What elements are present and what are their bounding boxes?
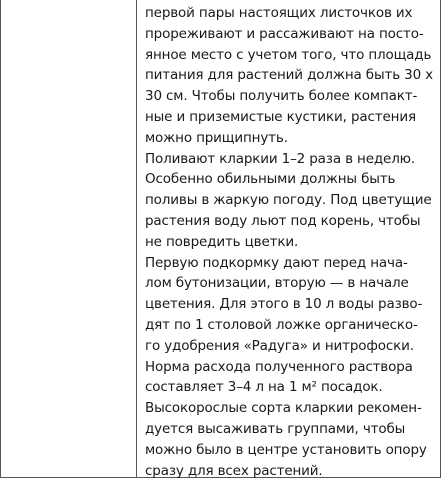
- text-line: первой пары настоящих листочков их: [145, 5, 413, 21]
- text-line: питания для растений должна быть 30 х: [145, 67, 434, 84]
- text-line: цветения. Для этого в 10 л воды разво-: [145, 296, 423, 313]
- text-line: составляет 3–4 л на 1 м² посадок.: [145, 379, 383, 396]
- text-line: дуется высаживать группами, чтобы: [145, 420, 406, 437]
- text-line: можно было в центре установить опору: [145, 441, 427, 458]
- text-line: растения воду льют под корень, чтобы: [145, 212, 421, 229]
- text-line: янное место с учетом того, что площадь: [145, 46, 432, 63]
- text-line: 30 см. Чтобы получить более компакт-: [145, 88, 418, 105]
- text-line: сразу для всех растений.: [145, 462, 323, 479]
- text-line: ные и приземистые кустики, растения: [145, 108, 416, 125]
- text-line: можно прищипнуть.: [145, 129, 288, 146]
- text-line: Поливают кларкии 1–2 раза в неделю.: [145, 150, 416, 167]
- text-line: го удобрения «Радуга» и нитрофоски.: [145, 337, 414, 354]
- text-line: поливы в жаркую погоду. Под цветущие: [145, 192, 432, 209]
- table-column-divider: [136, 0, 137, 478]
- text-line: лом бутонизации, вторую — в начале: [145, 275, 409, 292]
- text-line: прореживают и рассаживают на посто-: [145, 25, 424, 42]
- text-line: не повредить цветки.: [145, 233, 299, 250]
- text-line: дят по 1 столовой ложке органическо-: [145, 316, 418, 333]
- table-cell-right: [145, 3, 437, 481]
- text-line: Норма расхода полученного раствора: [145, 358, 413, 375]
- text-line: Особенно обильными должны быть: [145, 171, 396, 188]
- table-border-left: [0, 0, 1, 478]
- text-line: Первую подкормку дают перед нача-: [145, 254, 408, 271]
- text-line: Высокорослые сорта кларкии рекомен-: [145, 400, 422, 417]
